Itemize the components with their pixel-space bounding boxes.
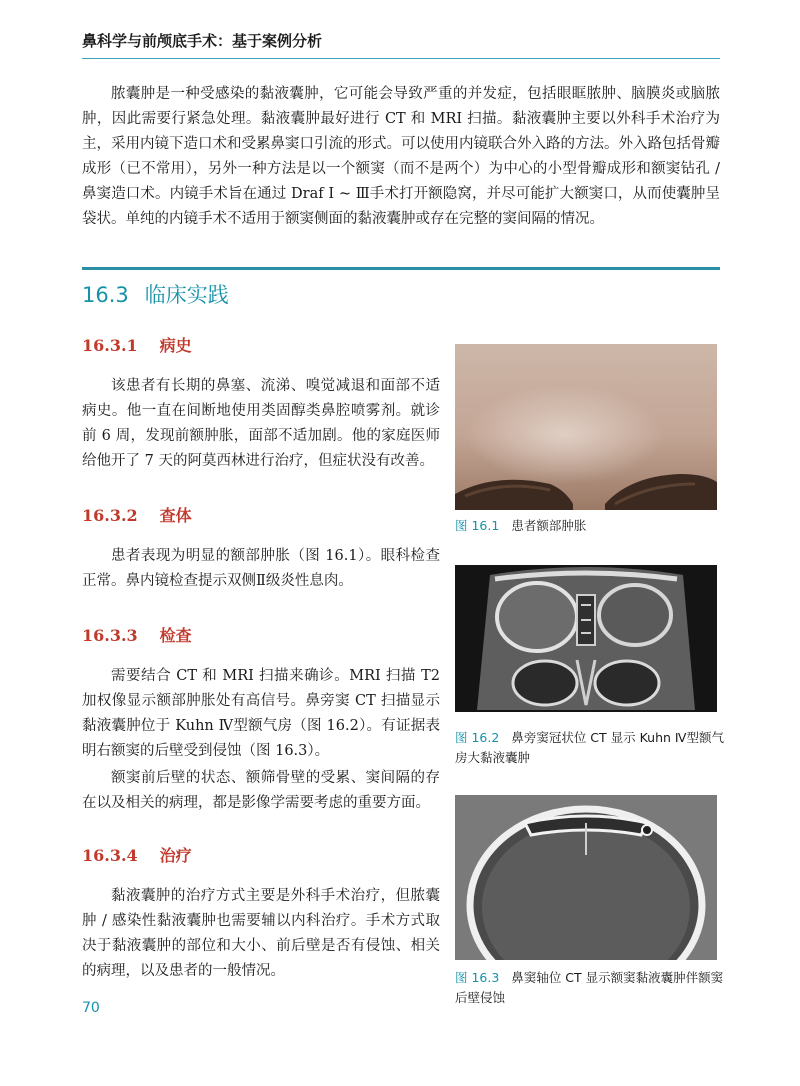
figure-label: 图 16.3	[455, 970, 500, 985]
subsection-heading-treatment	[82, 843, 192, 866]
running-title: 鼻科学与前颅底手术：基于案例分析	[82, 32, 323, 50]
figure-label: 图 16.2	[455, 730, 500, 745]
subsection-heading-examination	[82, 503, 192, 526]
subsection-title: 病史	[159, 336, 192, 355]
subsection-number: 16.3.1	[82, 336, 138, 355]
page-number: 70	[82, 1000, 100, 1016]
subsection-number: 16.3.3	[82, 626, 138, 645]
section-title: 临床实践	[144, 283, 229, 307]
section-rule	[82, 267, 720, 270]
figure-caption-text: 鼻旁窦冠状位 CT 显示 Kuhn Ⅳ型额气房大黏液囊肿	[455, 730, 724, 765]
subsection-number: 16.3.2	[82, 506, 138, 525]
history-paragraph: 该患者有长期的鼻塞、流涕、嗅觉减退和面部不适病史。他一直在间断地使用类固醇类鼻腔喷雾剂。就诊前 6 周，发现前额肿胀，面部不适加剧。他的家庭医师给他开了 7 天的阿莫西林进行治疗，但症状没有改善。	[82, 378, 440, 469]
figure-forehead-photo	[455, 344, 717, 510]
intro-paragraph: 脓囊肿是一种受感染的黏液囊肿，它可能会导致严重的并发症，包括眼眶脓肿、脑膜炎或脑脓肿，因此需要行紧急处理。黏液囊肿最好进行 CT 和 MRI 扫描。黏液囊肿主要以外科手术治疗为主，采用内镜下造口术和受累鼻窦口引流的形式。可以使用内镜联合外入路的方法。外入路包括骨瓣成形（已不常用），另外一种方法是以一个额窦（而不是两个）为中心的小型骨瓣成形和额窦钻孔 / 鼻窦造口术。内镜手术旨在通过 Draf Ⅰ ~ Ⅲ手术打开额隐窝，并尽可能扩大额窦口，从而使囊肿呈袋状。单纯的内镜手术不适用于额窦侧面的黏液囊肿或存在完整的窦间隔的情况。	[82, 86, 720, 227]
figure-caption-text: 鼻窦轴位 CT 显示额窦黏液囊肿伴额窦后壁侵蚀	[455, 970, 724, 1005]
examination-paragraph: 患者表现为明显的额部肿胀（图 16.1）。眼科检查正常。鼻内镜检查提示双侧Ⅱ级炎性息肉。	[82, 548, 440, 589]
figure-label: 图 16.1	[455, 518, 500, 533]
header-rule	[82, 58, 720, 59]
section-number: 16.3	[82, 283, 129, 307]
figure-coronal-ct	[455, 565, 717, 712]
figure-axial-ct	[455, 795, 717, 960]
subsection-heading-investigation	[82, 623, 192, 646]
figure-16-1-caption	[455, 516, 725, 536]
figure-16-2-caption	[455, 728, 725, 768]
subsection-title: 治疗	[159, 846, 192, 865]
subsection-heading-history	[82, 333, 192, 356]
investigation-paragraph-2: 额窦前后壁的状态、额筛骨壁的受累、窦间隔的存在以及相关的病理，都是影像学需要考虑的重要方面。	[82, 770, 440, 811]
section-heading	[82, 279, 229, 309]
subsection-number: 16.3.4	[82, 846, 138, 865]
figure-16-3-caption	[455, 968, 725, 1008]
investigation-paragraph-1: 需要结合 CT 和 MRI 扫描来确诊。MRI 扫描 T2 加权像显示额部肿胀处有高信号。鼻旁窦 CT 扫描显示黏液囊肿位于 Kuhn Ⅳ型额气房（图 16.2）。有证据表明右额窦的后壁受到侵蚀（图 16.3）。	[82, 668, 440, 759]
treatment-paragraph: 黏液囊肿的治疗方式主要是外科手术治疗，但脓囊肿 / 感染性黏液囊肿也需要辅以内科治疗。手术方式取决于黏液囊肿的部位和大小、前后壁是否有侵蚀、相关的病理，以及患者的一般情况。	[82, 888, 440, 979]
figure-caption-text: 患者额部肿胀	[511, 518, 587, 533]
subsection-title: 检查	[159, 626, 192, 645]
subsection-title: 查体	[159, 506, 192, 525]
